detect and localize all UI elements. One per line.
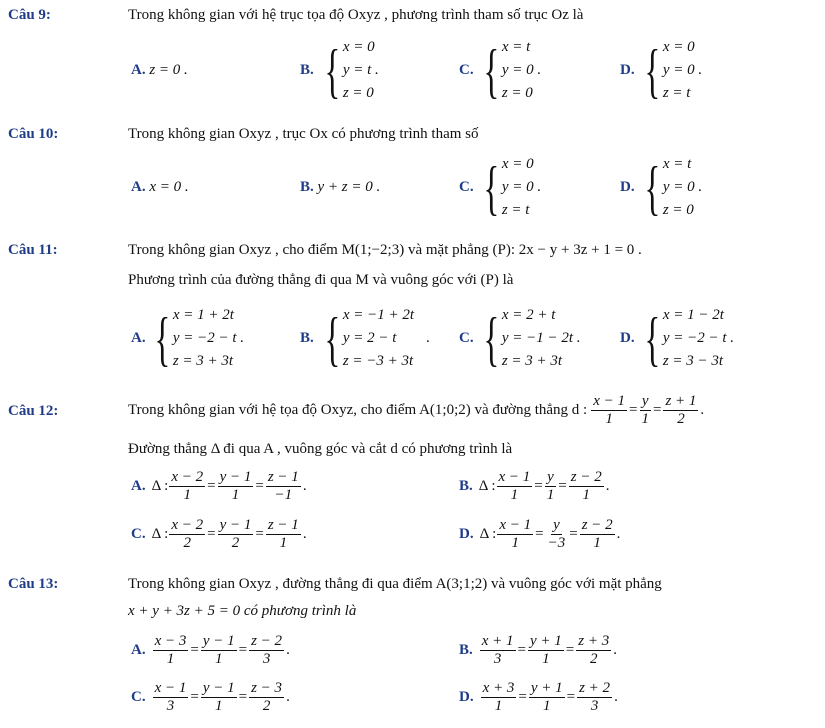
q12-label: Câu 12: (8, 403, 59, 419)
q9-option-a[interactable] (131, 62, 188, 79)
q13-option-a[interactable]: A. $\frac{x - 3}{1}$ = $\frac{y - 1}{1}$ = $\frac{z - 2}{3}$ . (131, 633, 290, 667)
q12-option-a[interactable]: A. Δ : $\frac{x - 2}{1}$ = $\frac{y - 1}{1}$ = $\frac{z - 1}{-1}$ . (131, 469, 307, 503)
q12-option-d[interactable]: D. Δ : $\frac{x - 1}{1}$ = $\frac{y}{-3}$ = $\frac{z - 2}{1}$ . (459, 517, 621, 551)
q11-option-c-system: { x = 2 + t y = −1 − 2t . z = 3 + 3t (483, 305, 581, 372)
q11-option-a-system: { x = 1 + 2t y = −2 − t . z = 3 + 3t (154, 305, 245, 372)
q13-label: Câu 13: (8, 576, 59, 592)
q10-option-a[interactable]: A. x = 0 . (131, 179, 189, 195)
q11-label: Câu 11: (8, 242, 58, 258)
q11-text-1: Trong không gian Oxyz , cho điểm M(1;−2;3) và mặt phẳng (P): 2x − y + 3z + 1 = 0 . (128, 242, 642, 258)
q11-option-b-label[interactable]: B. (300, 330, 314, 346)
q9-option-c-system: { x = t y = 0 . z = 0 (483, 37, 542, 104)
q11-option-c-label[interactable]: C. (459, 330, 474, 346)
q13-option-c[interactable]: C. $\frac{x - 1}{3}$ = $\frac{y - 1}{1}$ = $\frac{z - 3}{2}$ . (131, 680, 290, 714)
q10-option-c-system: { x = 0 y = 0 . z = t (483, 154, 542, 221)
q11-text-2: Phương trình của đường thẳng đi qua M và vuông góc với (P) là (128, 272, 514, 288)
q13-option-d[interactable]: D. $\frac{x + 3}{1}$ = $\frac{y + 1}{1}$ = $\frac{z + 2}{3}$ . (459, 680, 618, 714)
q10-option-b[interactable]: B. y + z = 0 . (300, 179, 381, 195)
q11-option-d-label[interactable]: D. (620, 330, 635, 346)
q9-a-label: A. (131, 62, 146, 78)
q10-label: Câu 10: (8, 126, 59, 142)
q13-text-1: Trong không gian Oxyz , đường thẳng đi qua điểm A(3;1;2) và vuông góc với mặt phẳng (128, 576, 662, 592)
q9-option-d-system: { x = 0 y = 0 . z = t (644, 37, 703, 104)
q9-label: Câu 9: (8, 7, 51, 23)
q10-text: Trong không gian Oxyz , trục Ox có phương trình tham số (128, 126, 479, 142)
q11-option-a-label[interactable]: A. (131, 330, 146, 346)
q10-option-d-label[interactable]: D. (620, 179, 635, 195)
q12-text-1: Trong không gian với hệ tọa độ Oxyz, cho điểm A(1;0;2) và đường thẳng d : $\frac{x - 1}{1}$ = $\frac{y}{1}$ = $\frac{z + 1}{2}$ . (128, 393, 705, 427)
q11-option-b-system: { x = −1 + 2t y = 2 − t . z = −3 + 3t (324, 305, 431, 372)
q9-text: Trong không gian với hệ trục tọa độ Oxyz , phương trình tham số trục Oz là (128, 7, 584, 23)
q9-option-b-system: { x = 0 y = t . z = 0 (324, 37, 379, 104)
q10-option-d-system: { x = t y = 0 . z = 0 (644, 154, 703, 221)
q12-option-b[interactable]: B. Δ : $\frac{x - 1}{1}$ = $\frac{y}{1}$ = $\frac{z - 2}{1}$ . (459, 469, 610, 503)
q9-option-c-label[interactable]: C. (459, 62, 474, 78)
q11-option-d-system: { x = 1 − 2t y = −2 − t . z = 3 − 3t (644, 305, 735, 372)
q13-option-b[interactable]: B. $\frac{x + 1}{3}$ = $\frac{y + 1}{1}$ = $\frac{z + 3}{2}$ . (459, 633, 617, 667)
q9-option-d-label[interactable]: D. (620, 62, 635, 78)
q13-text-2: x + y + 3z + 5 = 0 có phương trình là (128, 603, 357, 619)
q9-option-b-label[interactable]: B. (300, 62, 314, 78)
q12-text-2: Đường thẳng Δ đi qua A , vuông góc và cắt d có phương trình là (128, 441, 513, 457)
q9-a-expr: z = 0 . (149, 62, 188, 78)
q12-option-c[interactable]: C. Δ : $\frac{x - 2}{2}$ = $\frac{y - 1}{2}$ = $\frac{z - 1}{1}$ . (131, 517, 307, 551)
q10-option-c-label[interactable]: C. (459, 179, 474, 195)
